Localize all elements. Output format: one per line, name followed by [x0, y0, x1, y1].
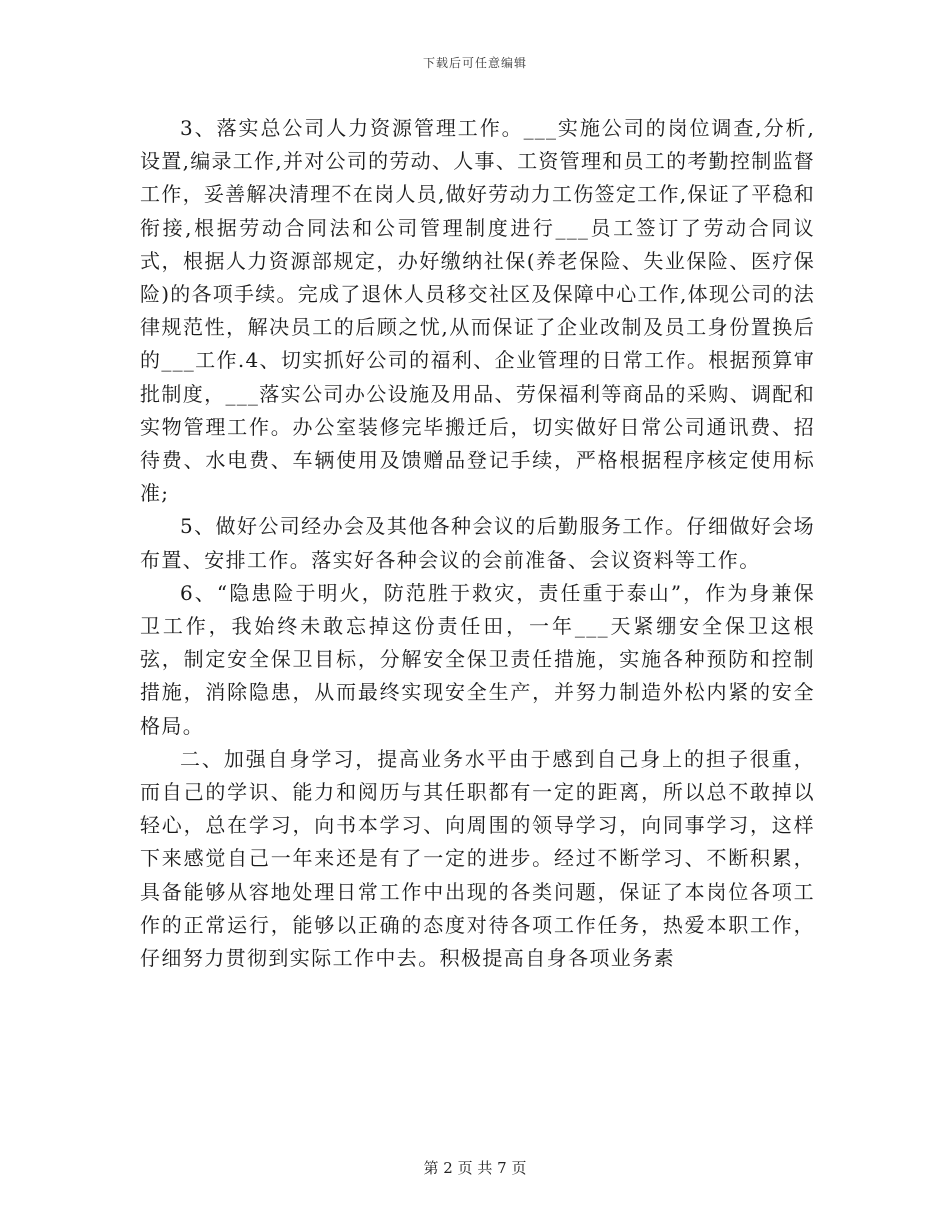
paragraph-security-work: 6、“隐患险于明火，防范胜于救灾，责任重于泰山”，作为身兼保卫工作，我始终未敢忘掉这份责任田，一年___天紧绷安全保卫这根弦，制定安全保卫目标，分解安全保卫责任措施，实施各种预防和控制措施，消除隐患，从而最终实现安全生产，并努力制造外松内紧的安全格局。: [140, 580, 815, 738]
page-number: 第 2 页 共 7 页: [423, 1159, 527, 1177]
paragraph-hr-management: 3、落实总公司人力资源管理工作。___实施公司的岗位调查,分析,设置,编录工作,并对公司的劳动、人事、工资管理和员工的考勤控制监督工作，妥善解决清理不在岗人员,做好劳动力工伤签定工作,保证了平稳和衔接,根据劳动合同法和公司管理制度进行___员工签订了劳动合同议式，根据人力资源部规定，办好缴纳社保(养老保险、失业保险、医疗保险)的各项手续。完成了退休人员移交社区及保障中心工作,体现公司的法律规范性，解决员工的后顾之忧,从而保证了企业改制及员工身份置换后的___工作.4、切实抓好公司的福利、企业管理的日常工作。根据预算审批制度，___落实公司办公设施及用品、劳保福利等商品的采购、调配和实物管理工作。办公室装修完毕搬迁后，切实做好日常公司通讯费、招待费、水电费、车辆使用及馈赠品登记手续，严格根据程序核定使用标准;: [140, 116, 815, 506]
paragraph-meeting-logistics: 5、做好公司经办会及其他各种会议的后勤服务工作。仔细做好会场布置、安排工作。落实好各种会议的会前准备、会议资料等工作。: [140, 514, 815, 572]
paragraph-self-learning: 二、加强自身学习，提高业务水平由于感到自己身上的担子很重，而自己的学识、能力和阅历与其任职都有一定的距离，所以总不敢掉以轻心，总在学习，向书本学习、向周围的领导学习，向同事学习，这样下来感觉自己一年来还是有了一定的进步。经过不断学习、不断积累，具备能够从容地处理日常工作中出现的各类问题，保证了本岗位各项工作的正常运行，能够以正确的态度对待各项工作任务，热爱本职工作，仔细努力贯彻到实际工作中去。积极提高自身各项业务素: [140, 746, 815, 971]
document-body: [140, 112, 815, 975]
page-header-note: 下载后可任意编辑: [422, 56, 527, 70]
